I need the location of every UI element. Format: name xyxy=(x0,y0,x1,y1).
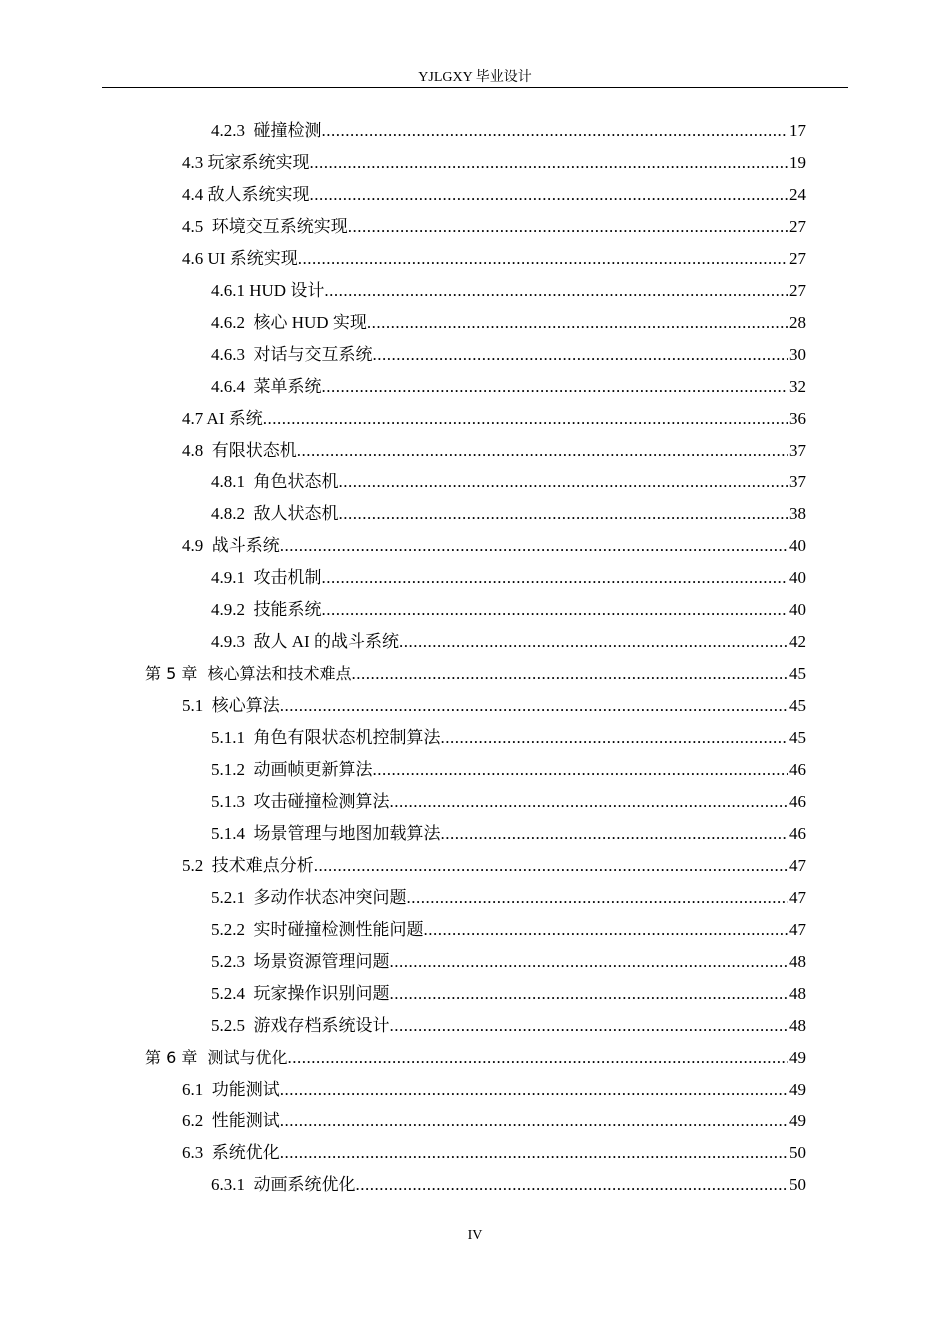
toc-entry[interactable] xyxy=(182,435,806,467)
toc-entry[interactable] xyxy=(182,1105,806,1137)
toc-entry-label: 4.8 有限状态机 xyxy=(182,440,297,460)
toc-entry-page: 48 xyxy=(789,983,806,1003)
toc-entry[interactable] xyxy=(182,1074,806,1106)
toc-entry-page: 30 xyxy=(789,344,806,364)
toc-entry-page: 27 xyxy=(789,280,806,300)
toc-entry-label: 5.2.2 实时碰撞检测性能问题 xyxy=(211,919,424,939)
toc-leader-dots xyxy=(390,978,789,1010)
toc-entry-label: 4.6.2 核心 HUD 实现 xyxy=(211,312,367,332)
toc-leader-dots xyxy=(424,914,789,946)
toc-leader-dots xyxy=(367,307,788,339)
toc-entry-page: 50 xyxy=(789,1175,806,1195)
toc-entry-page: 49 xyxy=(789,1079,806,1099)
toc-leader-dots xyxy=(322,371,789,403)
toc-entry[interactable] xyxy=(211,275,806,307)
toc-entry-page: 50 xyxy=(789,1143,806,1163)
toc-entry[interactable] xyxy=(211,466,806,498)
toc-entry-label: 6.1 功能测试 xyxy=(182,1079,280,1099)
toc-entry-label: 4.6.3 对话与交互系统 xyxy=(211,344,373,364)
toc-leader-dots xyxy=(339,466,789,498)
toc-leader-dots xyxy=(356,1169,789,1201)
toc-entry-page: 28 xyxy=(789,312,806,332)
toc-entry-label: 4.8.2 敌人状态机 xyxy=(211,504,339,524)
toc-leader-dots xyxy=(310,179,789,211)
toc-entry-label: 5.1.3 攻击碰撞检测算法 xyxy=(211,791,390,811)
toc-entry[interactable] xyxy=(211,498,806,530)
toc-entry-page: 48 xyxy=(789,951,806,971)
toc-leader-dots xyxy=(288,1042,788,1074)
toc-entry[interactable] xyxy=(211,307,806,339)
toc-entry-page: 46 xyxy=(789,760,806,779)
toc-entry[interactable] xyxy=(145,658,806,690)
toc-entry-page: 40 xyxy=(789,536,806,556)
toc-entry[interactable] xyxy=(182,403,806,435)
toc-entry-label: 4.9 战斗系统 xyxy=(182,536,280,556)
toc-entry-page: 38 xyxy=(789,504,806,524)
toc-entry-page: 47 xyxy=(789,855,806,875)
toc-entry-page: 19 xyxy=(789,152,806,172)
toc-entry-label: 4.9.1 攻击机制 xyxy=(211,568,322,588)
toc-entry-page: 42 xyxy=(789,632,806,652)
toc-entry-label: 6.3.1 动画系统优化 xyxy=(211,1175,356,1195)
toc-entry-page: 37 xyxy=(789,440,806,460)
toc-entry-page: 47 xyxy=(789,919,806,939)
toc-entry-page: 27 xyxy=(789,216,806,236)
toc-leader-dots xyxy=(322,115,789,147)
toc-entry-label: 4.6.1 HUD 设计 xyxy=(211,280,325,300)
toc-entry-page: 27 xyxy=(789,248,806,268)
toc-leader-dots xyxy=(348,211,788,243)
toc-entry[interactable] xyxy=(211,594,806,626)
toc-entry-page: 46 xyxy=(789,791,806,811)
header-rule xyxy=(102,87,848,88)
toc-entry-page: 46 xyxy=(789,823,806,843)
toc-entry[interactable] xyxy=(211,1169,806,1201)
toc-entry-label: 4.8.1 角色状态机 xyxy=(211,472,339,492)
toc-entry-page: 32 xyxy=(789,376,806,396)
toc-entry-label: 5.2.5 游戏存档系统设计 xyxy=(211,1015,390,1035)
toc-entry-label: 6.3 系统优化 xyxy=(182,1143,280,1163)
toc-entry-page: 45 xyxy=(789,696,806,716)
toc-entry-label: 5.2.1 多动作状态冲突问题 xyxy=(211,887,407,907)
toc-leader-dots xyxy=(324,275,788,307)
toc-entry[interactable] xyxy=(145,1042,806,1074)
toc-leader-dots xyxy=(314,850,788,882)
toc-entry-label: 4.7 AI 系统 xyxy=(182,408,263,428)
toc-entry[interactable] xyxy=(211,978,806,1010)
toc-entry-label: 6.2 性能测试 xyxy=(182,1111,280,1131)
toc-entry-label: 5.2.4 玩家操作识别问题 xyxy=(211,983,390,1003)
toc-entry[interactable] xyxy=(182,1137,806,1169)
toc-leader-dots xyxy=(280,690,788,722)
toc-leader-dots xyxy=(280,1137,788,1169)
toc-leader-dots xyxy=(339,498,789,530)
toc-entry-label: 5.1.4 场景管理与地图加载算法 xyxy=(211,823,441,843)
toc-entry[interactable] xyxy=(182,850,806,882)
toc-leader-dots xyxy=(373,339,789,371)
toc-entry[interactable] xyxy=(211,946,806,978)
toc-entry-label: 4.4 敌人系统实现 xyxy=(182,184,310,204)
toc-leader-dots xyxy=(280,1074,788,1106)
toc-entry-page: 37 xyxy=(789,472,806,492)
toc-leader-dots xyxy=(280,530,788,562)
toc-entry[interactable] xyxy=(211,562,806,594)
toc-leader-dots xyxy=(297,435,788,467)
toc-entry-page: 40 xyxy=(789,600,806,620)
toc-entry-label: 第 6 章 测试与优化 xyxy=(145,1047,288,1067)
toc-entry-label: 5.1.2 动画帧更新算法 xyxy=(211,760,373,779)
toc-leader-dots xyxy=(390,946,789,978)
toc-entry[interactable] xyxy=(182,243,806,275)
toc-leader-dots xyxy=(280,1105,788,1137)
toc-entry-page: 17 xyxy=(789,121,806,140)
toc-entry-page: 49 xyxy=(789,1047,806,1067)
toc-entry-page: 24 xyxy=(789,184,806,204)
toc-leader-dots xyxy=(390,786,789,818)
toc-entry[interactable] xyxy=(182,147,806,179)
toc-entry-page: 49 xyxy=(789,1111,806,1131)
toc-leader-dots xyxy=(298,243,788,275)
toc-entry[interactable] xyxy=(182,530,806,562)
toc-entry-label: 4.2.3 碰撞检测 xyxy=(211,121,322,140)
toc-entry[interactable] xyxy=(182,690,806,722)
toc-entry[interactable] xyxy=(211,339,806,371)
page-number: IV xyxy=(467,1228,483,1243)
toc-entry-label: 4.9.3 敌人 AI 的战斗系统 xyxy=(211,632,399,652)
toc-entry[interactable] xyxy=(182,211,806,243)
toc-entry-label: 5.1.1 角色有限状态机控制算法 xyxy=(211,728,441,748)
toc-leader-dots xyxy=(322,562,789,594)
toc-entry[interactable] xyxy=(211,115,806,147)
toc-leader-dots xyxy=(373,754,789,786)
toc-entry[interactable] xyxy=(211,914,806,946)
toc-entry-label: 第 5 章 核心算法和技术难点 xyxy=(145,664,352,684)
toc-entry-page: 45 xyxy=(789,664,806,684)
toc-entry[interactable] xyxy=(211,882,806,914)
toc-leader-dots xyxy=(441,818,789,850)
toc-entry[interactable] xyxy=(211,371,806,403)
toc-entry-label: 5.2.3 场景资源管理问题 xyxy=(211,951,390,971)
toc-entry[interactable] xyxy=(211,626,806,658)
toc-entry-label: 5.1 核心算法 xyxy=(182,696,280,716)
toc-entry[interactable] xyxy=(182,179,806,211)
page-header: YJLGXY 毕业设计 xyxy=(418,70,532,85)
toc-entry-label: 4.6.4 菜单系统 xyxy=(211,376,322,396)
toc-leader-dots xyxy=(441,722,789,754)
toc-entry-label: 5.2 技术难点分析 xyxy=(182,855,314,875)
toc-leader-dots xyxy=(263,403,788,435)
toc-entry-page: 47 xyxy=(789,887,806,907)
toc-entry-label: 4.3 玩家系统实现 xyxy=(182,152,310,172)
toc-entry[interactable] xyxy=(211,1010,806,1042)
toc-entry-page: 45 xyxy=(789,728,806,748)
toc-entry[interactable] xyxy=(211,754,806,786)
toc-entry-page: 36 xyxy=(789,408,806,428)
toc-entry-label: 4.6 UI 系统实现 xyxy=(182,248,298,268)
toc-entry-label: 4.9.2 技能系统 xyxy=(211,600,322,620)
toc-entry-page: 48 xyxy=(789,1015,806,1035)
toc-leader-dots xyxy=(352,658,788,690)
toc-leader-dots xyxy=(407,882,789,914)
toc-entry[interactable] xyxy=(211,722,806,754)
toc-entry[interactable] xyxy=(211,818,806,850)
toc-entry-page: 40 xyxy=(789,568,806,588)
toc-entry-label: 4.5 环境交互系统实现 xyxy=(182,216,348,236)
toc-entry[interactable] xyxy=(211,786,806,818)
toc-leader-dots xyxy=(322,594,789,626)
toc-leader-dots xyxy=(310,147,789,179)
toc-leader-dots xyxy=(399,626,788,658)
toc-leader-dots xyxy=(390,1010,789,1042)
